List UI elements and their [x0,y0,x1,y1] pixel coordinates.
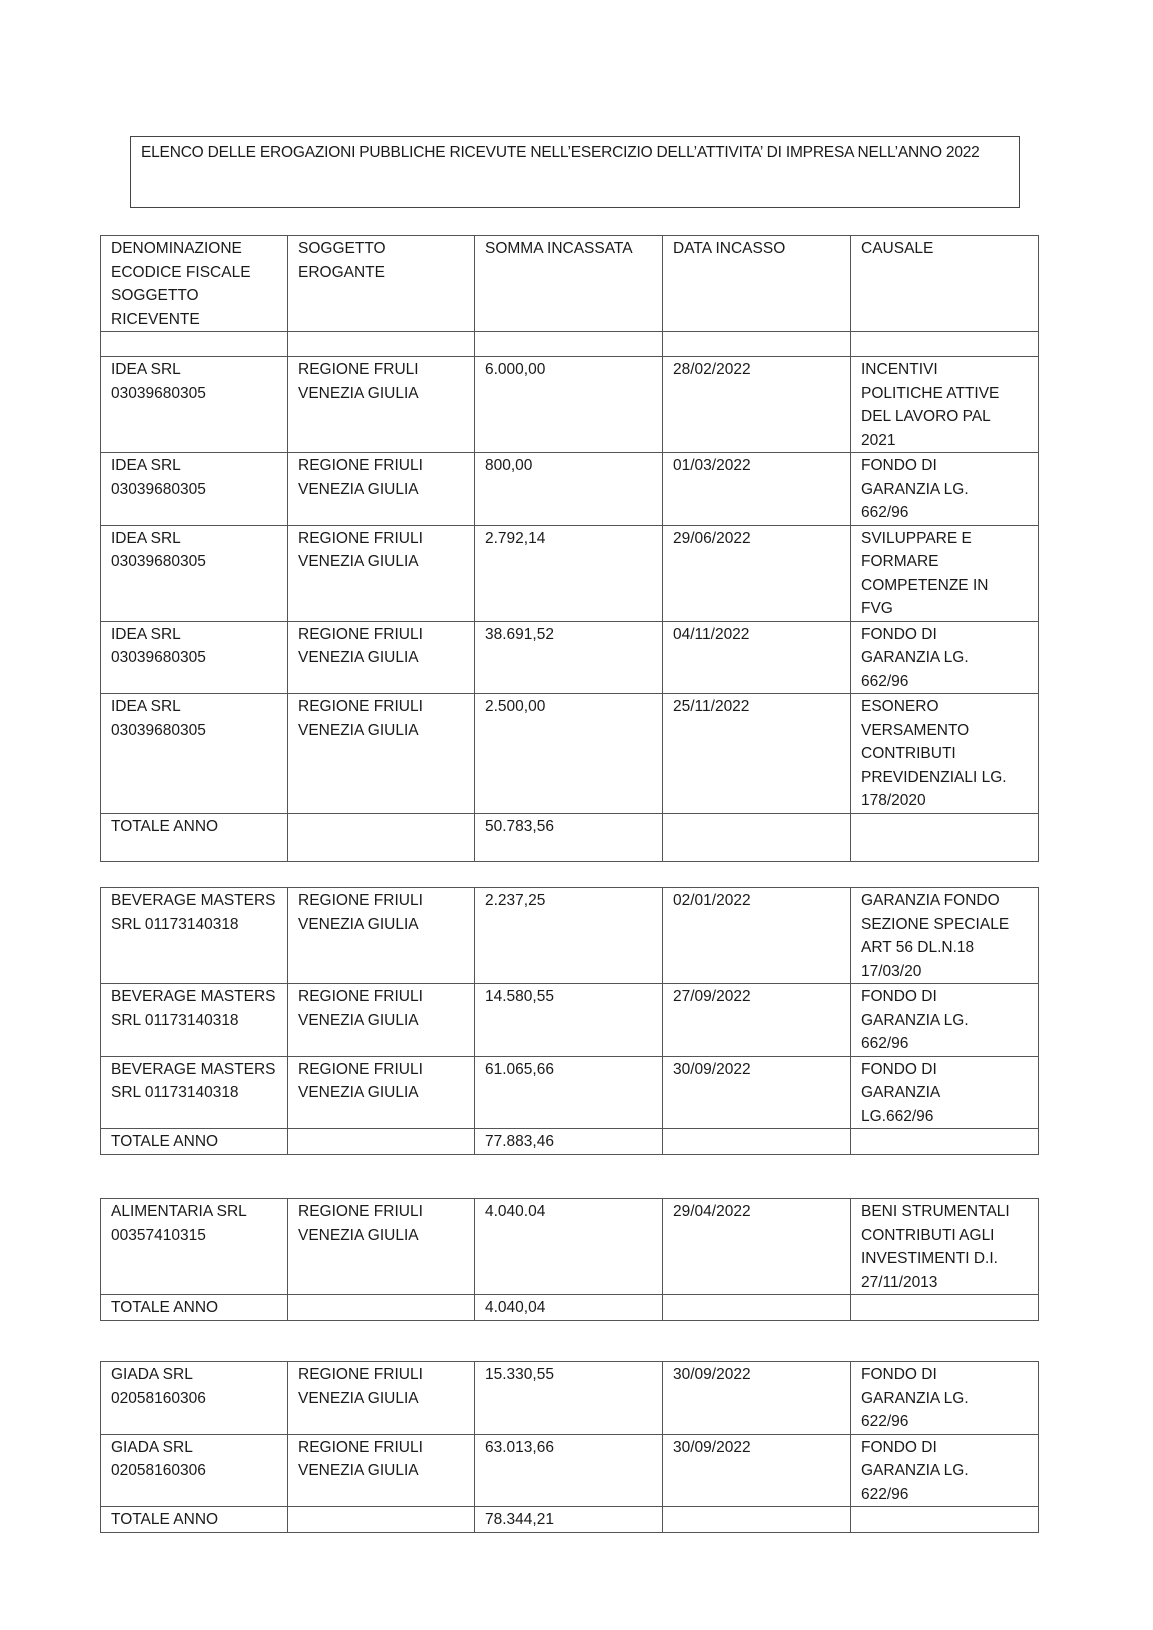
cell-reason: ESONERO VERSAMENTO CONTRIBUTI PREVIDENZIALI LG. 178/2020 [851,694,1039,814]
cell-recipient: IDEA SRL 03039680305 [101,357,288,453]
cell-amount: 2.792,14 [475,525,663,621]
total-row [101,813,1039,861]
cell-recipient: ALIMENTARIA SRL 00357410315 [101,1199,288,1295]
cell-recipient: IDEA SRL 03039680305 [101,694,288,814]
cell-reason: FONDO DI GARANZIA LG. 622/96 [851,1362,1039,1435]
total-empty-cell [851,1507,1039,1533]
cell-date: 30/09/2022 [663,1362,851,1435]
cell-reason: INCENTIVI POLITICHE ATTIVE DEL LAVORO PAL 2021 [851,357,1039,453]
cell-grantor: REGIONE FRIULI VENEZIA GIULIA [288,1199,475,1295]
grant-row [101,357,1039,453]
empty-cell [475,332,663,357]
cell-grantor: REGIONE FRIULI VENEZIA GIULIA [288,1362,475,1435]
cell-grantor: REGIONE FRIULI VENEZIA GIULIA [288,1056,475,1129]
total-amount: 77.883,46 [475,1129,663,1155]
cell-recipient: IDEA SRL 03039680305 [101,621,288,694]
cell-date: 27/09/2022 [663,984,851,1057]
total-empty-cell [288,1507,475,1533]
grants-table-idea [100,235,1039,862]
cell-amount: 4.040.04 [475,1199,663,1295]
document-title: ELENCO DELLE EROGAZIONI PUBBLICHE RICEVUTE NELL’ESERCIZIO DELL’ATTIVITA’ DI IMPRESA NELL’ANNO 2022 [141,144,980,161]
cell-date: 28/02/2022 [663,357,851,453]
header-grantor: SOGGETTO EROGANTE [288,236,475,332]
cell-grantor: REGIONE FRIULI VENEZIA GIULIA [288,694,475,814]
total-empty-cell [288,1295,475,1321]
total-label: TOTALE ANNO [101,813,288,861]
cell-amount: 61.065,66 [475,1056,663,1129]
grants-table-beverage-masters [100,887,1039,1155]
cell-date: 30/09/2022 [663,1434,851,1507]
cell-reason: SVILUPPARE E FORMARE COMPETENZE IN FVG [851,525,1039,621]
cell-amount: 800,00 [475,453,663,526]
cell-grantor: REGIONE FRIULI VENEZIA GIULIA [288,525,475,621]
cell-recipient: BEVERAGE MASTERS SRL 01173140318 [101,888,288,984]
header-recipient: DENOMINAZIONE ECODICE FISCALE SOGGETTO RICEVENTE [101,236,288,332]
cell-reason: FONDO DI GARANZIA LG. 622/96 [851,1434,1039,1507]
document-title-box [130,136,1020,208]
empty-cell [288,332,475,357]
total-row [101,1295,1039,1321]
total-empty-cell [851,1129,1039,1155]
grant-row [101,453,1039,526]
grant-row [101,1056,1039,1129]
cell-recipient: GIADA SRL 02058160306 [101,1362,288,1435]
total-empty-cell [288,813,475,861]
cell-date: 04/11/2022 [663,621,851,694]
cell-amount: 63.013,66 [475,1434,663,1507]
cell-grantor: REGIONE FRIULI VENEZIA GIULIA [288,888,475,984]
grants-table-giada [100,1361,1039,1533]
grants-table-alimentaria [100,1198,1039,1321]
grant-row [101,1199,1039,1295]
header-row [101,236,1039,332]
cell-amount: 2.237,25 [475,888,663,984]
cell-grantor: REGIONE FRIULI VENEZIA GIULIA [288,453,475,526]
total-empty-cell [851,813,1039,861]
total-empty-cell [851,1295,1039,1321]
cell-reason: BENI STRUMENTALI CONTRIBUTI AGLI INVESTIMENTI D.I. 27/11/2013 [851,1199,1039,1295]
cell-grantor: REGIONE FRIULI VENEZIA GIULIA [288,621,475,694]
grant-row [101,888,1039,984]
empty-cell [101,332,288,357]
cell-amount: 38.691,52 [475,621,663,694]
total-amount: 4.040,04 [475,1295,663,1321]
total-empty-cell [663,1295,851,1321]
total-amount: 78.344,21 [475,1507,663,1533]
header-amount: SOMMA INCASSATA [475,236,663,332]
cell-amount: 15.330,55 [475,1362,663,1435]
grant-row [101,694,1039,814]
total-label: TOTALE ANNO [101,1129,288,1155]
cell-date: 02/01/2022 [663,888,851,984]
total-amount: 50.783,56 [475,813,663,861]
grant-row [101,984,1039,1057]
header-date: DATA INCASSO [663,236,851,332]
grant-row [101,621,1039,694]
cell-date: 30/09/2022 [663,1056,851,1129]
total-label: TOTALE ANNO [101,1295,288,1321]
cell-reason: GARANZIA FONDO SEZIONE SPECIALE ART 56 DL.N.18 17/03/20 [851,888,1039,984]
empty-cell [663,332,851,357]
cell-date: 01/03/2022 [663,453,851,526]
grant-row [101,525,1039,621]
cell-reason: FONDO DI GARANZIA LG.662/96 [851,1056,1039,1129]
cell-date: 25/11/2022 [663,694,851,814]
cell-recipient: IDEA SRL 03039680305 [101,453,288,526]
total-label: TOTALE ANNO [101,1507,288,1533]
cell-recipient: GIADA SRL 02058160306 [101,1434,288,1507]
cell-recipient: BEVERAGE MASTERS SRL 01173140318 [101,984,288,1057]
total-empty-cell [663,813,851,861]
cell-recipient: BEVERAGE MASTERS SRL 01173140318 [101,1056,288,1129]
cell-grantor: REGIONE FRULI VENEZIA GIULIA [288,357,475,453]
cell-date: 29/04/2022 [663,1199,851,1295]
empty-cell [851,332,1039,357]
cell-recipient: IDEA SRL 03039680305 [101,525,288,621]
cell-reason: FONDO DI GARANZIA LG. 662/96 [851,453,1039,526]
grant-row [101,1434,1039,1507]
total-row [101,1507,1039,1533]
cell-amount: 6.000,00 [475,357,663,453]
total-empty-cell [288,1129,475,1155]
cell-grantor: REGIONE FRIULI VENEZIA GIULIA [288,984,475,1057]
cell-reason: FONDO DI GARANZIA LG. 662/96 [851,621,1039,694]
empty-row [101,332,1039,357]
cell-grantor: REGIONE FRIULI VENEZIA GIULIA [288,1434,475,1507]
cell-date: 29/06/2022 [663,525,851,621]
cell-amount: 14.580,55 [475,984,663,1057]
cell-reason: FONDO DI GARANZIA LG. 662/96 [851,984,1039,1057]
cell-amount: 2.500,00 [475,694,663,814]
header-reason: CAUSALE [851,236,1039,332]
total-empty-cell [663,1507,851,1533]
total-row [101,1129,1039,1155]
grant-row [101,1362,1039,1435]
total-empty-cell [663,1129,851,1155]
